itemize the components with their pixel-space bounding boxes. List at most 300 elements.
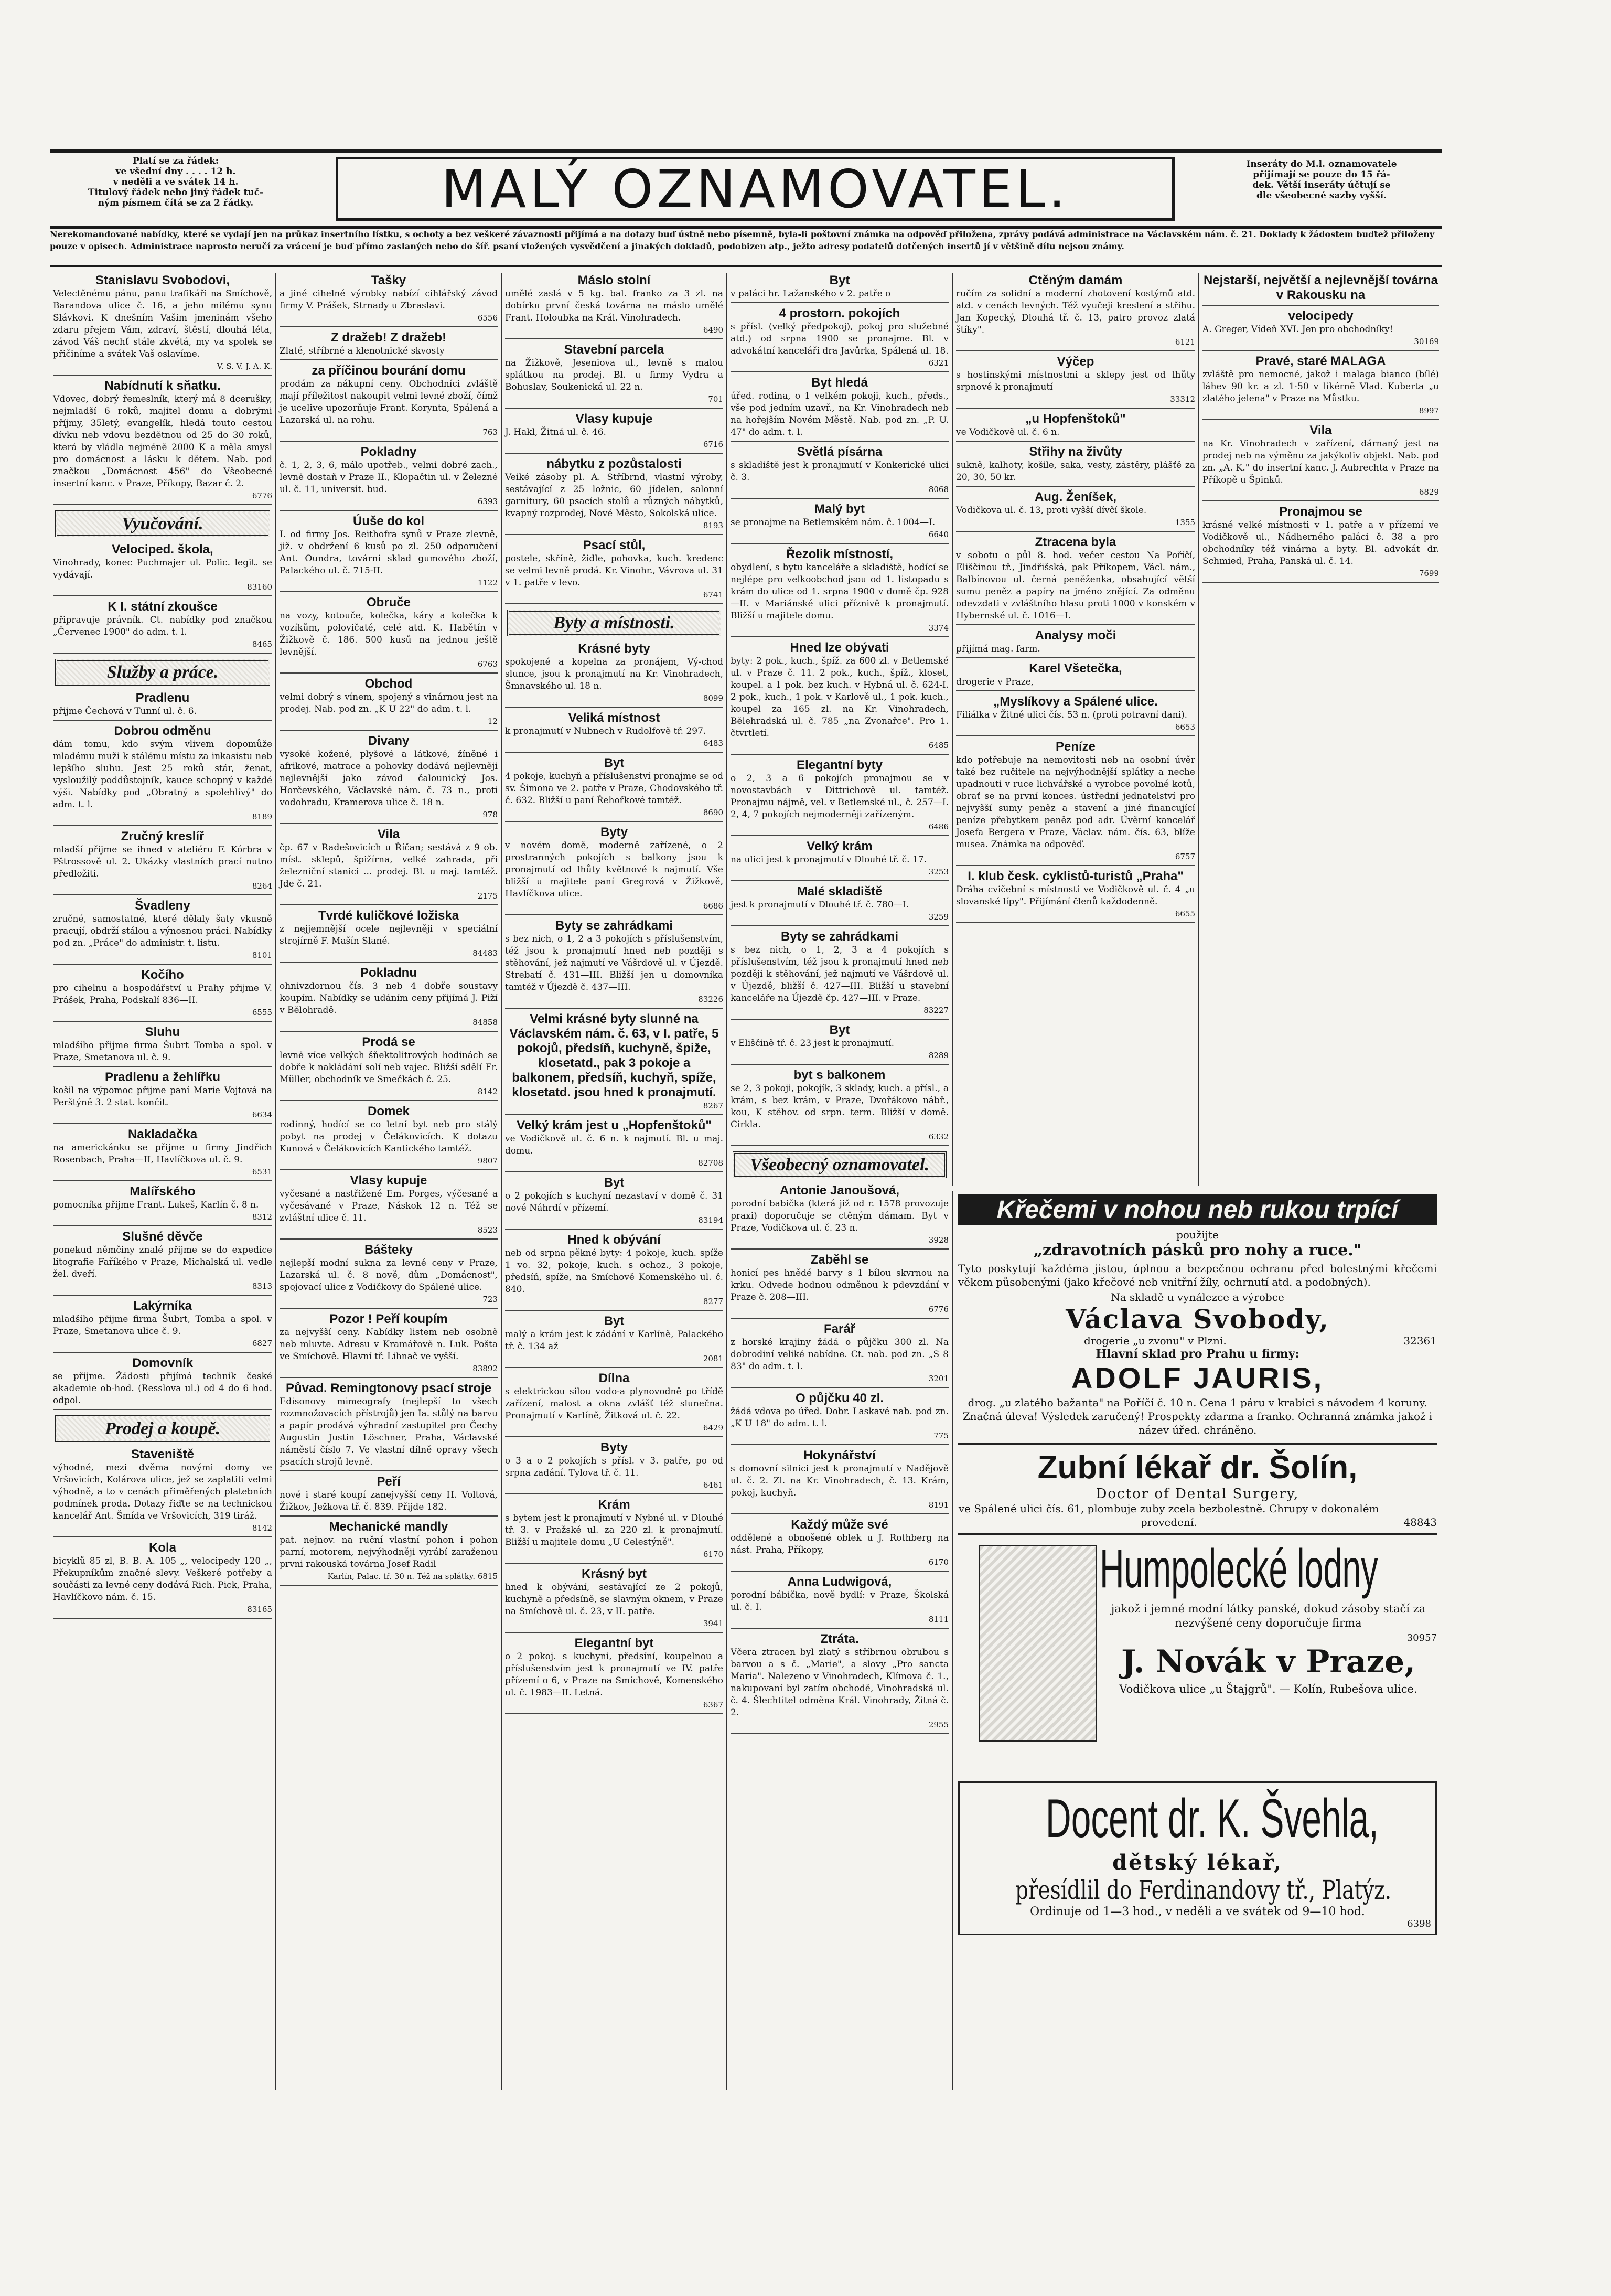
masthead	[50, 149, 1442, 229]
ad-number: 6170	[703, 1550, 723, 1559]
ad-title: Krám	[598, 1498, 630, 1512]
ad-title: Nejstarší, největší a nejlevnější továrna v Rakousku na	[1204, 273, 1438, 302]
drogerie-line: drogerie „u zvonu" v Plzni.	[1084, 1334, 1227, 1347]
ad-title: Úuše do kol	[352, 514, 425, 528]
ad-number: 3259	[928, 912, 949, 922]
ad-text: Vinohrady, konec Puchmajer ul. Polic. legit. se vydávají.	[53, 558, 272, 580]
ad-title: Byty	[600, 1440, 628, 1455]
ad-title: Byt hledá	[811, 376, 868, 390]
ad-text: na americkánku se přijme u firmy Jindřich Rosenbach, Praha—II, Havlíčkova ul. č. 9.	[53, 1142, 272, 1165]
column-5	[952, 273, 1198, 1186]
ad-title: Pokladny	[360, 445, 417, 459]
ad-number: 1355	[1175, 518, 1195, 527]
ad-text: ručím za solidní a moderní zhotovení kostýmů atd. atd. v cenách levných. Též vyučeji kreslení a střihu. Jan Kopecký, Dlouhá tř. č. 13, patro provoz zlatá štíky".	[956, 289, 1195, 335]
ad-text: výhodné, mezi dvěma novými domy ve Vršovicích, Kolárova ulice, jež se zaplatiti velmi výhodně, a to v cenách přiměřených platebních podmínek proda. Dotazy řiďte se na technickou kancelář Ant. Šmída ve Vršovicích, 319 tiráž.	[53, 1462, 272, 1521]
ad-number: 6121	[1175, 337, 1195, 347]
ad-text: v paláci hr. Lažanského v 2. patře o	[731, 289, 891, 299]
classified-ad	[731, 884, 949, 926]
classified-ad	[280, 734, 498, 824]
ad-number: 6776	[252, 491, 272, 500]
classified-ad	[731, 1068, 949, 1146]
ad-number: Karlín, Palac. tř. 30 n. Též na splátky. 6815	[327, 1572, 498, 1581]
ad-text: nové i staré koupí zanejvyšší ceny H. Voltová, Žižkov, Ježkova tř. č. 839. Přijde 182.	[280, 1490, 498, 1512]
classified-ad	[280, 1475, 498, 1517]
ad-number: 6393	[477, 497, 498, 506]
insertion-notice	[1201, 153, 1442, 226]
classified-ad	[280, 1312, 498, 1378]
ad-text: s bez nich, o 1, 2, 3 a 4 pokojích s příslušenstvím, též jsou k pronajmutí hned neb později k stěhování, jež najmutí ve Vášrdově ul. v Újezdě, bližší č. 427—III. Bližší u stavební kanceláře na Újezdě čp. 427—III. v Praze.	[731, 945, 949, 1003]
ad-title: Dílna	[598, 1371, 630, 1385]
classified-ad	[956, 628, 1195, 658]
ad-number: 6461	[703, 1480, 723, 1490]
classified-ad	[53, 1127, 272, 1181]
ad-number: 6555	[252, 1008, 272, 1017]
ad-text: pat. nejnov. na ruční vlastní pohon i pohon parní, motorem, nejvýhodněji vyrábí zaraženou prvni rakouská továrna Josef Radil	[280, 1535, 498, 1569]
ad-title: Pravé, staré MALAGA	[1255, 354, 1386, 368]
ad-title: Byt	[604, 756, 625, 770]
ad-title: Malířského	[130, 1184, 196, 1199]
ad-title: Půvad. Remingtonovy psací stroje	[285, 1381, 492, 1395]
ad-title: Ctěným damám	[1028, 273, 1123, 287]
column-3	[501, 273, 726, 2090]
classified-ad	[53, 379, 272, 505]
docent-headline: Docent dr. K. Švehla,	[1045, 1788, 1379, 1849]
ad-text: se přijme. Žádosti přijímá technik české akademie ob-hod. (Resslova ul.) od 4 do 6 hod. odpol.	[53, 1371, 272, 1406]
ad-text: ve Vodičkově ul. č. 6 n.	[956, 427, 1060, 437]
ad-title: Máslo stolní	[577, 273, 651, 287]
ad-title: Krásný byt	[581, 1567, 647, 1581]
classified-ad	[53, 1025, 272, 1067]
ad-text: čp. 67 v Radešovicích u Říčan; sestává z 9 ob. míst. sklepů, špižírna, velké zahrada, při železniční stanici ... prodej. Bl. u maj. tamtéž. Jde č. 21.	[280, 842, 498, 889]
classified-ad	[505, 919, 723, 1009]
ad-text: Edisonovy mimeografy (nejlepší to všech rozmnožovacích přístrojů) jen Ia. stůlý na barvu a papír prodává výhradní zastupitel pro Čechy Augustin Justin Löschner, Praha, Václavské náměstí číslo 7. Ve vlastní dílně opravy všech psacích strojů levně.	[280, 1396, 498, 1467]
ad-title: Hned lze obývati	[790, 640, 889, 655]
ad-number: 6170	[928, 1557, 949, 1567]
ad-title: Vila	[377, 827, 400, 841]
ad-text: na vozy, kotouče, kolečka, káry a kolečka k vozíkům, polovičaté, celé atd. K. Habětín v Žižkově č. 186. 500 kusů na jednou ještě levnější.	[280, 611, 498, 657]
ad-text: s přísl. (velký předpokoj), pokoj pro služebné atd.) od srpna 1900 se pronajme. Bl. v advokátní kanceláři dra Javůrka, Spálená ul. 18.	[731, 322, 949, 356]
ad-title: Každý může své	[791, 1518, 888, 1532]
ad-title: Stavební parcela	[564, 343, 664, 357]
classified-ad	[1202, 273, 1439, 306]
ad-number: 30169	[1414, 337, 1439, 346]
ad-title: Vlasy kupuje	[575, 412, 653, 426]
classified-ad	[280, 1173, 498, 1240]
ad-text: ponekud němčiny znalé přijme se do expedice litografie Faříkého v Praze, Michalská ul. vedle žel. dveří.	[53, 1245, 272, 1279]
ad-title: Výčep	[1057, 355, 1094, 369]
docent-ad	[958, 1781, 1437, 1935]
ad-text: vysoké kožené, plyšové a látkové, žíněné i afrikové, matrace a pohovky dodává nejlevněji nejlevnější jako závod čalounický Jos. Horčevského, Václavské nám. č. 73 n., proti vodohradu, Kramerova ulice č. 18 n.	[280, 749, 498, 808]
ad-number: 8997	[1419, 406, 1439, 415]
ad-number: 8142	[477, 1087, 498, 1096]
ad-title: „Myslíkovy a Spálené ulice.	[993, 695, 1158, 709]
ad-text: za nejvyšší ceny. Nabídky listem neb osobně neb mluvte. Adresu v Kramářově n. Luk. Pošta ve Smíchově. Hlavní tř. Lihnač ve vyšší.	[280, 1327, 498, 1362]
ad-text: zručné, samostatné, které dělaly šaty vkusně pracují, obdrží stálou a výnosnou práci. Nabídky pod zn. „Práce" do administr. t. listu.	[53, 914, 272, 948]
rate-line: ným písmem čítá se za 2 řádky.	[98, 198, 254, 208]
classified-ad	[731, 306, 949, 372]
ad-number: 6485	[928, 741, 949, 750]
ad-number: 3928	[928, 1235, 949, 1245]
section-banner: Byty a místnosti.	[507, 610, 721, 636]
ad-title: Staveniště	[131, 1447, 195, 1461]
ad-number: 6321	[928, 358, 949, 368]
classified-ad	[956, 445, 1195, 487]
ad-text: košil na výpomoc přijme paní Marie Vojtová na Perštýně 3. 2 stat. končit.	[53, 1085, 272, 1108]
classified-ad	[731, 502, 949, 544]
classified-ad	[956, 740, 1195, 866]
ad-title: Nabídnutí k sňatku.	[104, 379, 221, 393]
column-1	[50, 273, 275, 2090]
ad-text: s bytem jest k pronajmutí v Nybné ul. v Dlouhé tř. 3. v Pražské ul. za 220 zl. k pronajmutí. Bližší u majitele domu „U Celestýně".	[505, 1513, 723, 1547]
ad-title: Vila	[1309, 423, 1332, 437]
ad-text: o 3 a o 2 pokojích s přísl. v 3. patře, po od srpna zadání. Tylova tř. č. 11.	[505, 1456, 723, 1478]
ad-text: se pronajme na Betlemském nám. č. 1004—I.	[731, 517, 936, 528]
ad-number: 8191	[928, 1500, 949, 1510]
section-banner: Služby a práce.	[55, 659, 270, 686]
ad-text: připravuje právník. Ct. nabídky pod značkou „Červenec 1900" do adm. t. l.	[53, 615, 272, 637]
humpolecke-headline: Humpolecké lodny	[1100, 1539, 1378, 1599]
ad-title: Dobrou odměnu	[114, 724, 211, 738]
ad-text: o 2 pokojích s kuchyní nezastaví v domě č. 31 nové Náhrdí v přízemí.	[505, 1191, 723, 1213]
rate-line: Titulový řádek nebo jiný řádek tuč-	[88, 187, 264, 198]
ad-number: 701	[708, 394, 723, 404]
ad-title: Hned k obývání	[567, 1233, 661, 1247]
ad-title: Domek	[367, 1104, 410, 1118]
classified-ad	[280, 364, 498, 442]
classified-ad	[280, 827, 498, 905]
ad-number: 6429	[703, 1423, 723, 1433]
ad-text: neb od srpna pěkné byty: 4 pokoje, kuch. spíže 1 vo. 32, pokoje, kuch. s ochoz., 3 pokoje, předsíň, spíže, na Smíchově Komenského ul. č. 840.	[505, 1248, 723, 1295]
ad-number: 775	[933, 1431, 949, 1440]
ad-columns	[50, 273, 1442, 2090]
ad-title: Pokladnu	[360, 966, 417, 980]
hlavni-sklad: Hlavní sklad pro Prahu u firmy:	[1096, 1347, 1299, 1361]
wide-ads	[952, 1191, 1442, 2090]
classified-ad	[53, 724, 272, 826]
ad-number: 8690	[703, 808, 723, 817]
ad-title: Velmi krásné byty slunné na Václavském nám. č. 63, v I. patře, 5 pokojů, předsíň, kuchyně, špiže, klosetatd., pak 3 pokoje a balkonem, předsíň, kuchyň, spíže, klosetatd. jsou hned k pronajmutí.	[509, 1012, 719, 1099]
classified-ad	[505, 1498, 723, 1564]
ad-title: Malý byt	[814, 502, 865, 516]
ad-text: v novém domě, moderně zařízené, o 2 prostranných pokojích s balkony jsou k pronajmutí od lhůty květnové k najmutí. Vše bližší u majitele paní Gregrová v Žižkově, Havlíčkova ulice.	[505, 840, 723, 899]
classified-ad	[731, 376, 949, 442]
insertion-line: dek. Větší inseráty účtují se	[1252, 180, 1391, 190]
classified-ad	[53, 600, 272, 654]
ad-title: Byt	[604, 1314, 625, 1328]
ad-text: s elektrickou silou vodo-a plynovodně po třídě zařízení, malost a okna zvlášť též slunečna. Pronajmutí v Karlíně, Žitková ul. č. 22.	[505, 1386, 723, 1421]
ad-title: Slušné děvče	[122, 1230, 203, 1244]
ad-number: 83194	[698, 1215, 723, 1225]
classified-ad	[280, 445, 498, 511]
ad-number: 83165	[247, 1605, 272, 1614]
sklad-line: Na skladě u vynálezce a výrobce	[1111, 1291, 1284, 1304]
classified-ad	[280, 273, 498, 327]
section-banner: Všeobecný oznamovatel.	[733, 1151, 947, 1178]
classified-ad	[53, 1541, 272, 1619]
classified-ad	[731, 1448, 949, 1514]
ad-text: ve Vodičkově ul. č. 6 n. k najmutí. Bl. u maj. domu.	[505, 1134, 723, 1156]
docent-move: přesídlil do Ferdinandovy tř., Platýz.	[1015, 1875, 1392, 1905]
ad-text: prodám za nákupní ceny. Obchodníci zvláště mají příležitost nakoupit velmi levné zboží, čímž je ucelive upozorňuje Frant. Korynta, Spálená a Lazarská ul. na rohu.	[280, 379, 498, 425]
ad-title: Kočího	[141, 968, 184, 982]
ad-title: Švadleny	[135, 899, 190, 913]
rate-line: ve všední dny . . . . 12 h.	[115, 166, 236, 177]
ad-title: Zaběhl se	[810, 1253, 869, 1267]
ad-text: se 2, 3 pokoji, pokojík, 3 sklady, kuch. a přísl., a krám, s bez krám, v Praze, Dvořákovo nábř., kou, K stěhov. od srpn. term. Bližší v domě. Cirkla.	[731, 1083, 949, 1130]
ad-title: Byt	[829, 1023, 850, 1037]
classified-ad	[53, 1070, 272, 1124]
ad-number: 2955	[928, 1720, 949, 1729]
classified-ad	[280, 1104, 498, 1170]
rate-notice	[50, 153, 302, 226]
classified-ad	[53, 1230, 272, 1296]
ad-text: na ulici jest k pronajmutí v Dlouhé tř. č. 17.	[731, 855, 927, 865]
classified-ad	[731, 930, 949, 1020]
ad-title: Velký krám jest u „Hopfenštoků"	[517, 1118, 712, 1133]
ad-text: v Eliščině tř. č. 23 jest k pronajmutí.	[731, 1038, 894, 1049]
ad-title: Tašky	[371, 273, 406, 287]
ad-text: A. Greger, Vídeň XVI. Jen pro obchodníky!	[1202, 324, 1393, 335]
classified-ad	[505, 343, 723, 409]
ad-text: Filiálka v Žitné ulici čís. 53 n. (proti potravní dani).	[956, 710, 1188, 720]
classified-ad	[280, 909, 498, 963]
ad-number: 6634	[252, 1110, 272, 1119]
classified-ad	[505, 1567, 723, 1633]
classified-ad	[280, 1381, 498, 1471]
ad-number: 33312	[1170, 394, 1195, 404]
ad-title: Vlasy kupuje	[350, 1173, 427, 1188]
ad-number: 8465	[252, 639, 272, 649]
ad-title: Velociped. škola,	[112, 542, 213, 557]
ad-number: 8312	[252, 1212, 272, 1222]
ad-number: 3201	[928, 1374, 949, 1383]
ad-title: Lakýrníka	[133, 1299, 192, 1313]
ad-title: Peníze	[1055, 740, 1096, 754]
ad-title: Karel Všetečka,	[1029, 661, 1122, 676]
ad-title: Krásné byty	[578, 642, 650, 656]
rate-line: Platí se za řádek:	[132, 156, 219, 166]
ad-number: 8101	[252, 951, 272, 960]
ad-text: oddělené a obnošené oblek u J. Rothberg na nást. Praha, Příkopy,	[731, 1533, 949, 1555]
ad-text: velmi dobrý s vínem, spojený s vinárnou jest na prodej. Nab. pod zn. „K U 22" do adm. t. l.	[280, 692, 498, 714]
ad-title: Psací stůl,	[583, 538, 646, 552]
ad-text: dám tomu, kdo svým vlivem dopomůže mladému muži k stálému místu za inkasistu neb lepšího sluhu. Jest 25 roků stár, ženat, vysloužilý poddůstojník, kauce schopný v každé výši. Nabídky pod „Obratný a spolehlivý" do adm. t. l.	[53, 739, 272, 810]
classified-ad	[505, 538, 723, 604]
classified-ad	[956, 273, 1195, 351]
ad-text: na Kr. Vinohradech v zařízení, dárnaný jest na prodej neb na výměnu za jakýkoliv objekt. Nab. pod zn. „A. K." do insertní kanc. J. Aubrechta v Praze na Příkopě u Špinků.	[1202, 439, 1439, 485]
ad-text: umělé zaslá v 5 kg. bal. franko za 3 zl. na dobírku první česká továrna na máslo umělé Frant. Holoubka na Král. Vinohradech.	[505, 289, 723, 323]
ad-number: 6653	[1175, 722, 1195, 732]
classified-ad	[731, 1023, 949, 1065]
ad-number: 6827	[252, 1339, 272, 1348]
ad-text: kdo potřebuje na nemovitosti neb na osobní úvěr také bez ručitele na nejvýhodnější splátky a neche upadnouti v ruce lichvářské a vyrobce povolné kotů, obrať se na první konces. ústřední jednatelství pro nejvyšší sumy peněz a stavení a jiné financující peníze přebytkem peněz pod adr. Úvěrní kancelář Josefa Bergera v Praze, Václav. nám. čís. 63, blíže musea. Známka na odpověď.	[956, 755, 1195, 850]
ad-title: 4 prostorn. pokojích	[779, 306, 900, 321]
ad-number: V. S. V. J. A. K.	[217, 361, 272, 371]
ad-number: 6367	[703, 1700, 723, 1710]
classified-ad	[505, 1176, 723, 1230]
ad-title: Zručný kreslíř	[121, 829, 205, 843]
classified-ad	[53, 1356, 272, 1410]
classified-ad	[505, 642, 723, 708]
ad-number: 6741	[703, 590, 723, 600]
classified-ad	[1202, 423, 1439, 501]
classified-ad	[505, 412, 723, 454]
ad-number: 978	[482, 810, 498, 819]
solin-headline: Zubní lékař dr. Šolín,	[1037, 1449, 1358, 1486]
classified-ad	[505, 1314, 723, 1368]
classified-ad	[956, 869, 1195, 923]
ad-text: hned k obývání, sestávající ze 2 pokojů, kuchyně a předsíně, se slavným oknem, v Praze na Smíchově ul. č. 23, v II. patře.	[505, 1582, 723, 1617]
ad-title: Anna Ludwigová,	[787, 1575, 892, 1589]
classified-ad	[956, 412, 1195, 442]
page-title: MALÝ OZNAMOVATEL.	[441, 158, 1069, 220]
ad-title: Stanislavu Svobodovi,	[95, 273, 230, 287]
ad-text: s domovní silnici jest k pronajmutí v Nadějově ul. č. 2. Zl. na Kr. Vinohradech, č. 13. Krám, pokoj, kuchyň.	[731, 1464, 949, 1498]
ad-number: 3374	[928, 623, 949, 633]
ad-number: 8099	[703, 693, 723, 703]
ad-number: 8111	[928, 1615, 949, 1624]
column-2	[275, 273, 501, 2090]
ad-number: 8277	[703, 1297, 723, 1306]
ad-title: Veliká místnost	[568, 711, 660, 725]
ad-number: 8068	[928, 485, 949, 494]
ad-title: Farář	[823, 1322, 856, 1336]
classified-ad	[53, 899, 272, 965]
ad-title: Pradlenu	[135, 691, 190, 705]
ad-title: Malé skladiště	[797, 884, 883, 899]
ad-text: mladšího přijme firma Šubrt, Tomba a spol. v Praze, Smetanova ulice č. 9.	[53, 1314, 272, 1337]
ad-title: Obruče	[366, 595, 411, 610]
ad-text: honicí pes hnědé barvy s 1 bílou skvrnou na krku. Odvede hodnou odměnou k pdevzdání v Praze č. 208—III.	[731, 1268, 949, 1302]
classified-ad	[956, 490, 1195, 532]
drogerie-num: 32361	[1403, 1334, 1437, 1347]
classified-ad	[280, 514, 498, 592]
ad-text: drogerie v Praze,	[956, 677, 1034, 687]
ad-title: Velký krám	[807, 839, 873, 853]
ad-text: zvláště pro nemocné, jakož i malaga bianco (bílé) láhev 90 kr. a zl. 1·50 v likérně Vlad. Kuberta „u zlatého jelena" v Praze na Můstku.	[1202, 369, 1439, 404]
ad-number: 763	[482, 428, 498, 437]
docent-sub: dětský lékař,	[1112, 1850, 1283, 1875]
ad-title: Peří	[377, 1475, 401, 1489]
ad-title: Byty se zahrádkami	[780, 930, 899, 944]
ad-number: 8193	[703, 521, 723, 530]
ad-text: a jiné cihelné výrobky nabízí cihlářský závod firmy V. Prášek, Strnady u Zbraslavi.	[280, 289, 498, 311]
novak-text: Vodičkova ulice „u Štajgrů". — Kolín, Rubešova ulice.	[1119, 1683, 1417, 1695]
ad-text: levně více velkých šňektolitrových hodinách se dobře k nakládání solí neb vajec. Bližší sdělí Fr. Müller, obchodník ve Smečkách č. 25.	[280, 1050, 498, 1085]
ad-number: 6483	[703, 739, 723, 748]
ad-title: Byt	[829, 273, 850, 287]
ad-number: 6490	[703, 325, 723, 335]
ad-number: 12	[487, 717, 498, 726]
ad-text: přijme Čechová v Tunní ul. č. 6.	[53, 706, 197, 717]
classified-ad	[731, 547, 949, 637]
ad-number: 6829	[1419, 487, 1439, 497]
ad-title: Sluhu	[145, 1025, 180, 1039]
ad-title: Pradlenu a žehlířku	[104, 1070, 221, 1084]
ad-title: O půjčku 40 zl.	[795, 1391, 884, 1405]
ad-title: Pozor ! Peří koupím	[329, 1312, 448, 1326]
ad-number: 6763	[477, 659, 498, 669]
classified-ad	[1202, 309, 1439, 351]
classified-ad	[280, 1520, 498, 1586]
ad-number: 6757	[1175, 852, 1195, 861]
ad-text: přijímá mag. farm.	[956, 644, 1040, 654]
ad-title: Analysy moči	[1035, 628, 1116, 643]
vaclava-svobody: Václava Svobody,	[1066, 1304, 1329, 1334]
ad-number: 83226	[698, 995, 723, 1004]
ad-title: Ztráta.	[820, 1632, 859, 1646]
classified-ad	[956, 661, 1195, 691]
ad-number: 6486	[928, 822, 949, 831]
ad-title: Aug. Ženíšek,	[1034, 490, 1117, 504]
ad-title: I. klub česk. cyklistů-turistů „Praha"	[968, 869, 1184, 883]
ad-title: Divany	[368, 734, 410, 748]
classified-ad	[1202, 505, 1439, 583]
ad-text: byty: 2 pok., kuch., špíž. za 600 zl. v Betlemské ul. v Praze č. 11. 2 pok., kuch., špíž., kloset, koupel. a 1 pok. bez kuch. v Hybná ul. č. 624-I. 2 pok., kuch., 1 pok. v Karlově ul., 1 pok. kuch., koupel za 165 zl. na Kr. Vinohradech, Bělehradská ul. č. 785 „na Zvonařce". Pro 1. čtvrtletí.	[731, 656, 949, 739]
classified-ad	[731, 273, 949, 303]
docent-num: 6398	[1407, 1918, 1431, 1929]
pasky-text: Tyto poskytují každéma jistou, úplnou a bezpečnou ochranu před bolestnými křečemi věkem působenými (jako křečové neb vnitřní žíly, ochrnutí atd. a podobných).	[958, 1262, 1437, 1288]
ad-title: Antonie Janoušová,	[779, 1183, 900, 1198]
ad-text: ohnivzdornou čís. 3 neb 4 dobře soustavy koupím. Nabídky se udáním ceny přijímá J. Piží v Bělohradě.	[280, 981, 498, 1016]
insertion-line: Inseráty do M.l. oznamovatele	[1246, 159, 1397, 169]
ad-number: 8142	[252, 1523, 272, 1533]
section-banner: Vyučování.	[55, 510, 270, 537]
ad-number: 83227	[923, 1006, 949, 1015]
ad-text: Vdovec, dobrý řemeslník, který má 8 dcerušky, nejmladší 6 roků, majitel domu a dobrými příjmy, 35letý, evangelík, hledá touto cestou dívku neb vdovu bezdětnou od 25 do 30 roků, která by vládla nejméně 2000 K a měla smysl pro domácnost a lásku k dětem. Nab. pod značkou „Domácnost 456" do Všeobecné insertní kanc. v Praze, Příkopy, Bazar č. 2.	[53, 394, 272, 489]
ad-text: o 2, 3 a 6 pokojích pronajmou se v novostavbách v Dittrichově ul. tamtéž. Pronajmu nájmě, vel. v Betlemské ul., č. 257—I. 2, 4, 7 pokojích nejmoderněji zařízeným.	[731, 773, 949, 820]
section-banner: Prodej a koupě.	[55, 1415, 270, 1442]
ad-text: sukně, kalhoty, košile, saka, vesty, zástěry, plášťě za 20, 30, 50 kr.	[956, 460, 1195, 483]
ad-number: 83892	[472, 1364, 498, 1373]
ad-number: 8523	[477, 1225, 498, 1235]
classified-ad	[53, 691, 272, 721]
ad-number: 8264	[252, 881, 272, 891]
ad-number: 6640	[928, 530, 949, 539]
humpolecke-num: 30957	[1406, 1632, 1437, 1643]
ad-text: k pronajmutí v Nubnech v Rudolfově tř. 297.	[505, 726, 706, 736]
ad-text: I. od firmy Jos. Reithofra synů v Praze zlevně, již. v obdržení 6 kusů po zl. 250 odporučení Ant. Oundra, továrni sklad gumového zboží, Palackého ul. č. 715-II.	[280, 529, 498, 576]
ad-text: s skladiště jest k pronajmutí v Konkerické ulici č. 3.	[731, 460, 949, 483]
ad-text: bicyklů 85 zl, B. B. A. 105 „, velocipedy 120 „, Překupníkům značné slevy. Veškeré potřeby a součásti za levné ceny dodává Rich. Pick, Praha, Havlíčkovo nám. č. 15.	[53, 1556, 272, 1603]
ad-text: postele, skříně, židle, pohovka, kuch. kredenc se velmi levně prodá. Kr. Vinohr., Vávrova ul. 31 v 1. patře v levo.	[505, 553, 723, 588]
ad-text: pomocníka přijme Frant. Lukeš, Karlín č. 8 n.	[53, 1200, 259, 1210]
ad-title: Ztracena byla	[1035, 535, 1116, 549]
classified-ad	[53, 542, 272, 596]
ad-title: Světlá písárna	[797, 445, 883, 459]
ad-text: 4 pokoje, kuchyň a příslušenství pronajme se od sv. Šimona ve 2. patře v Praze, Chodovského tř. č. 632. Bližší u paní Řehořkové tamtéž.	[505, 771, 723, 806]
ad-number: 8289	[928, 1051, 949, 1060]
ad-text: pro cihelnu a hospodářství u Prahy přijme V. Prášek, Praha, Podskalí 836—II.	[53, 983, 272, 1006]
classified-ad	[505, 1233, 723, 1311]
docent-hours: Ordinuje od 1—3 hod., v neděli a ve svátek od 9—10 hod.	[1030, 1905, 1365, 1918]
ad-text: J. Hakl, Žitná ul. č. 46.	[505, 427, 606, 437]
ad-title: Pronajmou se	[1279, 505, 1362, 519]
ad-number: 8267	[703, 1101, 723, 1110]
classified-ad	[731, 839, 949, 881]
solin-num: 48843	[1403, 1516, 1437, 1529]
ad-text: s hostinskými místnostmi a sklepy jest od lhůty srpnové k pronajmutí	[956, 370, 1195, 392]
classified-ad	[505, 1012, 723, 1115]
classified-ad	[505, 825, 723, 915]
ad-title: Byty	[600, 825, 628, 839]
ad-title: Řezolik místností,	[786, 547, 894, 561]
ad-text: vyčesané a nastřižené Em. Porges, výčesané a vyčesávané v Praze, Náskok 12 n. Též se zvláštní ulice č. 11.	[280, 1189, 498, 1223]
ad-text: č. 1, 2, 3, 6, málo upotřeb., velmi dobré zach., levně dostaň v Praze II., Klopačtin ul. v Železné ul. č. 11, universit. bud.	[280, 460, 498, 495]
ad-title: Obchod	[364, 677, 413, 691]
ad-title: Mechanické mandly	[329, 1520, 448, 1534]
ad-title: Bášteky	[364, 1243, 413, 1257]
